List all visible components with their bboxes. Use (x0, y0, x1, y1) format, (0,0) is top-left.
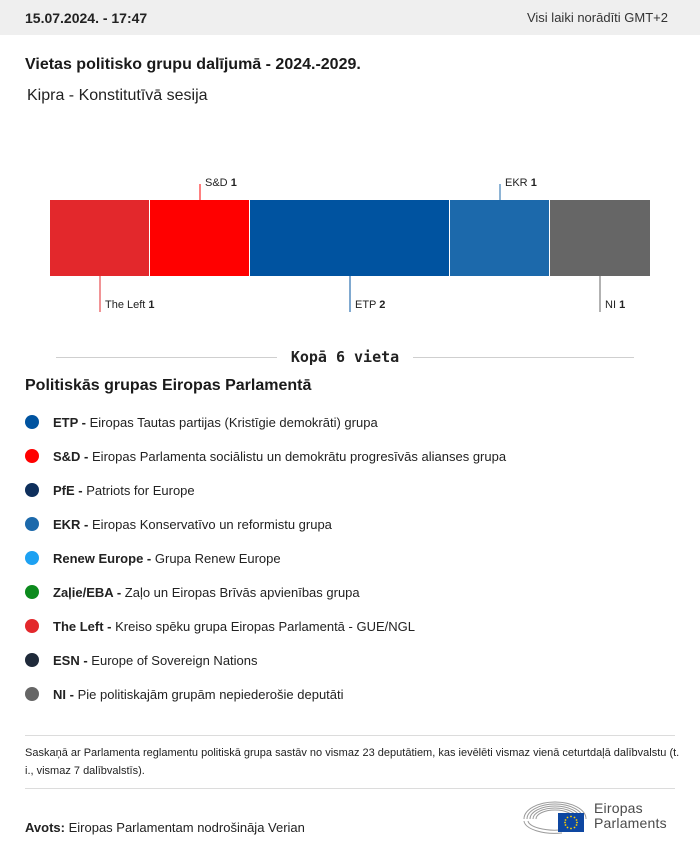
total-divider-right (413, 357, 634, 358)
legend-abbr: The Left - (53, 618, 112, 634)
segment-label: The Left 1 (105, 299, 155, 311)
segment-label: ETP 2 (355, 299, 386, 311)
legend-color-dot (25, 687, 39, 701)
top-bar (0, 0, 700, 35)
footnote: Saskaņā ar Parlamenta reglamentu politiskā grupa sastāv no vismaz 23 deputātiem, kas ievēlēti vismaz vienā ceturtdaļā dalībvalstu (t. i., vismaz 7 dalībvalstīs). (25, 747, 680, 777)
logo-line2: Parlaments (594, 815, 667, 831)
total-divider-left (56, 357, 277, 358)
legend-title: Politiskās grupas Eiropas Parlamentā (25, 377, 312, 394)
timezone-note: Visi laiki norādīti GMT+2 (526, 10, 668, 25)
legend-item (25, 609, 685, 643)
segment-label: EKR 1 (505, 177, 537, 189)
legend-name: Eiropas Konservatīvo un reformistu grupa (92, 516, 332, 532)
total-seats-label: Kopā 6 vieta (290, 348, 400, 366)
legend-text (53, 415, 378, 430)
legend-abbr: ETP - (53, 414, 86, 430)
group-legend (25, 405, 685, 711)
legend-color-dot (25, 415, 39, 429)
legend-color-dot (25, 449, 39, 463)
legend-text (53, 517, 332, 532)
legend-name: Grupa Renew Europe (154, 550, 281, 566)
legend-abbr: PfE - (53, 482, 83, 498)
segment-label: S&D 1 (205, 177, 237, 189)
legend-name: Europe of Sovereign Nations (91, 652, 258, 668)
legend-color-dot (25, 585, 39, 599)
legend-item (25, 507, 685, 541)
legend-color-dot (25, 483, 39, 497)
legend-name: Eiropas Tautas partijas (Kristīgie demokrāti) grupa (89, 414, 378, 430)
legend-text (53, 687, 344, 702)
legend-item (25, 541, 685, 575)
chart-title: Vietas politisko grupu dalījumā - 2024.-2029. (25, 56, 361, 73)
legend-color-dot (25, 653, 39, 667)
legend-item (25, 439, 685, 473)
legend-item (25, 405, 685, 439)
source-text: Eiropas Parlamentam nodrošināja Verian (68, 820, 305, 835)
legend-color-dot (25, 619, 39, 633)
bar-segment (150, 200, 249, 276)
legend-color-dot (25, 517, 39, 531)
legend-text (53, 653, 258, 668)
legend-name: Zaļo un Eiropas Brīvās apvienības grupa (124, 584, 360, 600)
legend-text (53, 449, 506, 464)
legend-text (53, 619, 415, 634)
legend-abbr: EKR - (53, 516, 89, 532)
total-seats-row (56, 346, 634, 368)
bar-segment (50, 200, 149, 276)
datetime-stamp: 15.07.2024. - 17:47 (25, 9, 148, 26)
seat-bar-chart (0, 160, 700, 320)
legend-text (53, 551, 281, 566)
footnote-divider-top (25, 735, 675, 736)
ep-logo (522, 797, 667, 835)
hemicycle-flag-icon (522, 797, 588, 835)
bar-segment (250, 200, 449, 276)
logo-line1: Eiropas (594, 800, 643, 816)
legend-text (53, 483, 195, 498)
legend-item (25, 473, 685, 507)
segment-label: NI 1 (605, 299, 626, 311)
bar-segment (550, 200, 650, 276)
legend-abbr: S&D - (53, 448, 89, 464)
source-label: Avots: (25, 820, 65, 835)
legend-name: Patriots for Europe (86, 482, 195, 498)
legend-abbr: Renew Europe - (53, 550, 152, 566)
footnote-divider-bottom (25, 788, 675, 789)
legend-name: Eiropas Parlamenta sociālistu un demokrātu progresīvās alianses grupa (92, 448, 507, 464)
legend-name: Kreiso spēku grupa Eiropas Parlamentā - GUE/NGL (115, 618, 415, 634)
legend-color-dot (25, 551, 39, 565)
legend-abbr: NI - (53, 686, 74, 702)
legend-text (53, 585, 360, 600)
chart-subtitle: Kipra - Konstitutīvā sesija (27, 87, 208, 104)
legend-abbr: Zaļie/EBA - (53, 584, 122, 600)
legend-item (25, 575, 685, 609)
bar-segment (450, 200, 549, 276)
source-line (25, 820, 305, 835)
legend-abbr: ESN - (53, 652, 88, 668)
legend-item (25, 677, 685, 711)
legend-item (25, 643, 685, 677)
legend-name: Pie politiskajām grupām nepiederošie deputāti (77, 686, 344, 702)
logo-text (594, 801, 667, 831)
